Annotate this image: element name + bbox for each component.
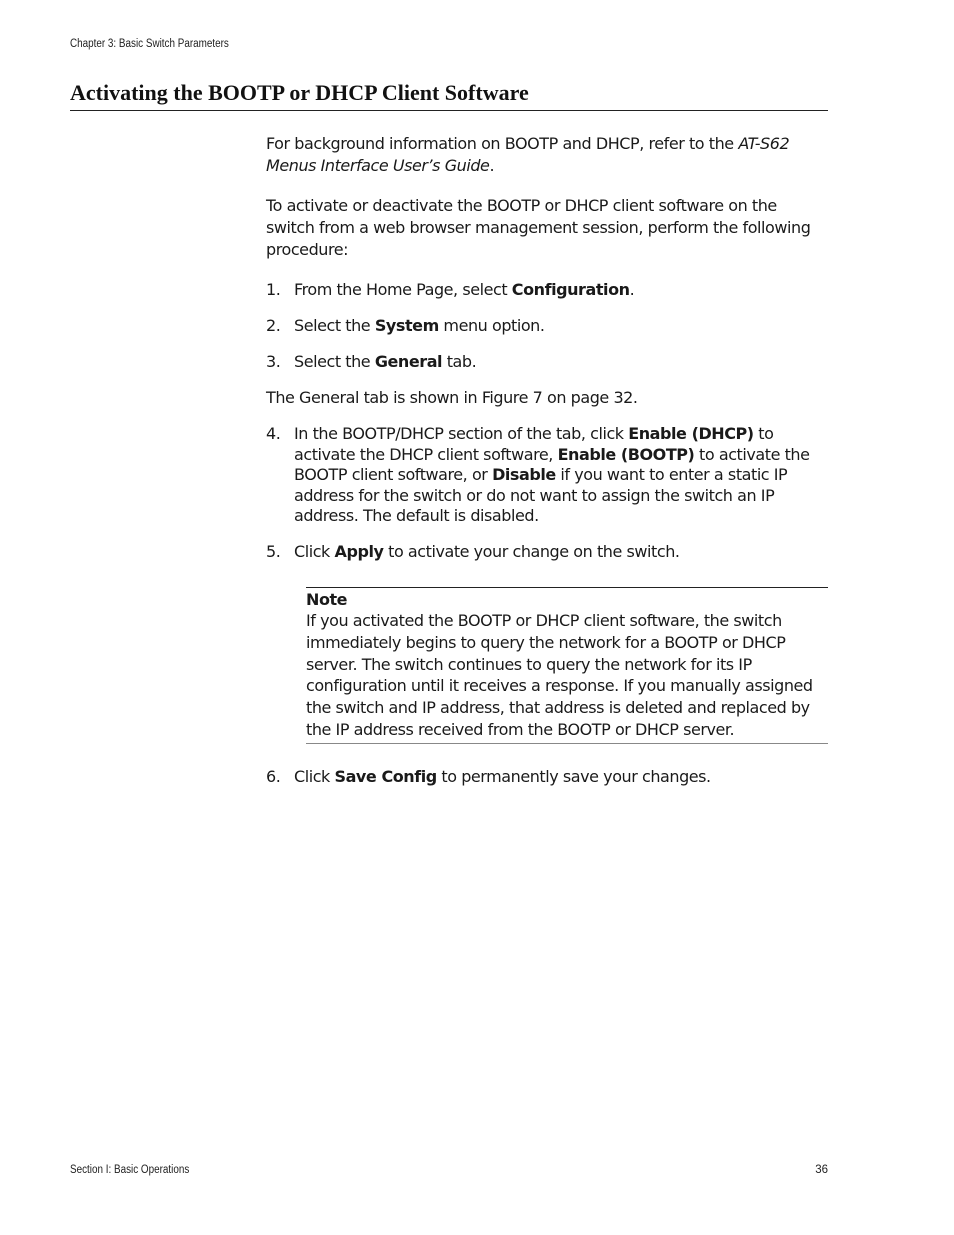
step-3 [266, 351, 828, 373]
step-text [294, 279, 828, 301]
note-label: Note [306, 589, 348, 609]
note-box [306, 587, 828, 745]
step-text [294, 351, 828, 373]
document-body [266, 133, 828, 788]
step-text-part: Click [294, 541, 335, 561]
step-number: 6. [266, 767, 281, 787]
menu-term: System [374, 316, 439, 335]
step-text-part: to activate the BOOTP client software, or [294, 444, 810, 484]
button-term: Apply [334, 541, 384, 561]
step-5 [266, 541, 828, 563]
section-title: Activating the BOOTP or DHCP Client Software [70, 79, 828, 111]
step-text-part: tab. [442, 352, 477, 371]
footer-section: Section I: Basic Operations [70, 1164, 190, 1176]
menu-term: Configuration [511, 280, 630, 299]
step-3-subtext: The General tab is shown in Figure 7 on page 32. [266, 388, 638, 407]
intro-paragraph-2: To activate or deactivate the BOOTP or DHCP client software on the switch from a web browser management session, perform the following procedure: [266, 196, 811, 259]
button-term: Save Config [334, 767, 437, 787]
step-number: 4. [266, 424, 281, 443]
step-6 [266, 766, 828, 788]
note-text: If you activated the BOOTP or DHCP client software, the switch immediately begins to query the network for a BOOTP or DHCP server. The switch continues to query the network for its IP configuration until it receives a response. If you manually assigned the switch and IP address, that address is deleted and replaced by the IP address received from the BOOTP or DHCP server. [306, 611, 813, 739]
intro-paragraph-1 [266, 133, 828, 177]
option-term: Disable [492, 465, 556, 484]
step-text-part: menu option. [438, 316, 545, 335]
step-text-part: . [629, 280, 635, 299]
intro-period: . [489, 156, 495, 175]
step-text [294, 766, 828, 788]
guide-title: AT-S62 Menus Interface User’s Guide [266, 134, 790, 175]
step-text [294, 424, 828, 527]
step-4 [266, 424, 828, 527]
step-text [294, 315, 828, 337]
step-text-part: to activate the DHCP client software, [294, 424, 774, 464]
step-text-part: From the Home Page, select [294, 280, 512, 299]
step-text-part: Select the [294, 352, 375, 371]
step-2 [266, 315, 828, 337]
step-text-part: Select the [294, 316, 375, 335]
step-number: 1. [266, 280, 281, 299]
step-number: 3. [266, 352, 281, 371]
step-text-part: In the BOOTP/DHCP section of the tab, click [294, 424, 629, 443]
option-term: Enable (DHCP) [628, 424, 754, 443]
step-text [294, 541, 828, 563]
running-head: Chapter 3: Basic Switch Parameters [70, 38, 229, 50]
step-number: 2. [266, 316, 281, 335]
option-term: Enable (BOOTP) [557, 444, 695, 464]
step-text-part: if you want to enter a static IP address for the switch or do not want to assign the switch an IP address. The default is disabled. [294, 465, 788, 525]
step-1 [266, 279, 828, 301]
page-number: 36 [815, 1164, 828, 1176]
step-text-part: Click [294, 767, 335, 787]
menu-term: General [374, 352, 443, 371]
step-number: 5. [266, 541, 281, 561]
step-text-part: to activate your change on the switch. [383, 541, 680, 561]
step-text-part: to permanently save your changes. [436, 767, 711, 787]
intro-text: For background information on BOOTP and DHCP, refer to the [266, 134, 739, 153]
